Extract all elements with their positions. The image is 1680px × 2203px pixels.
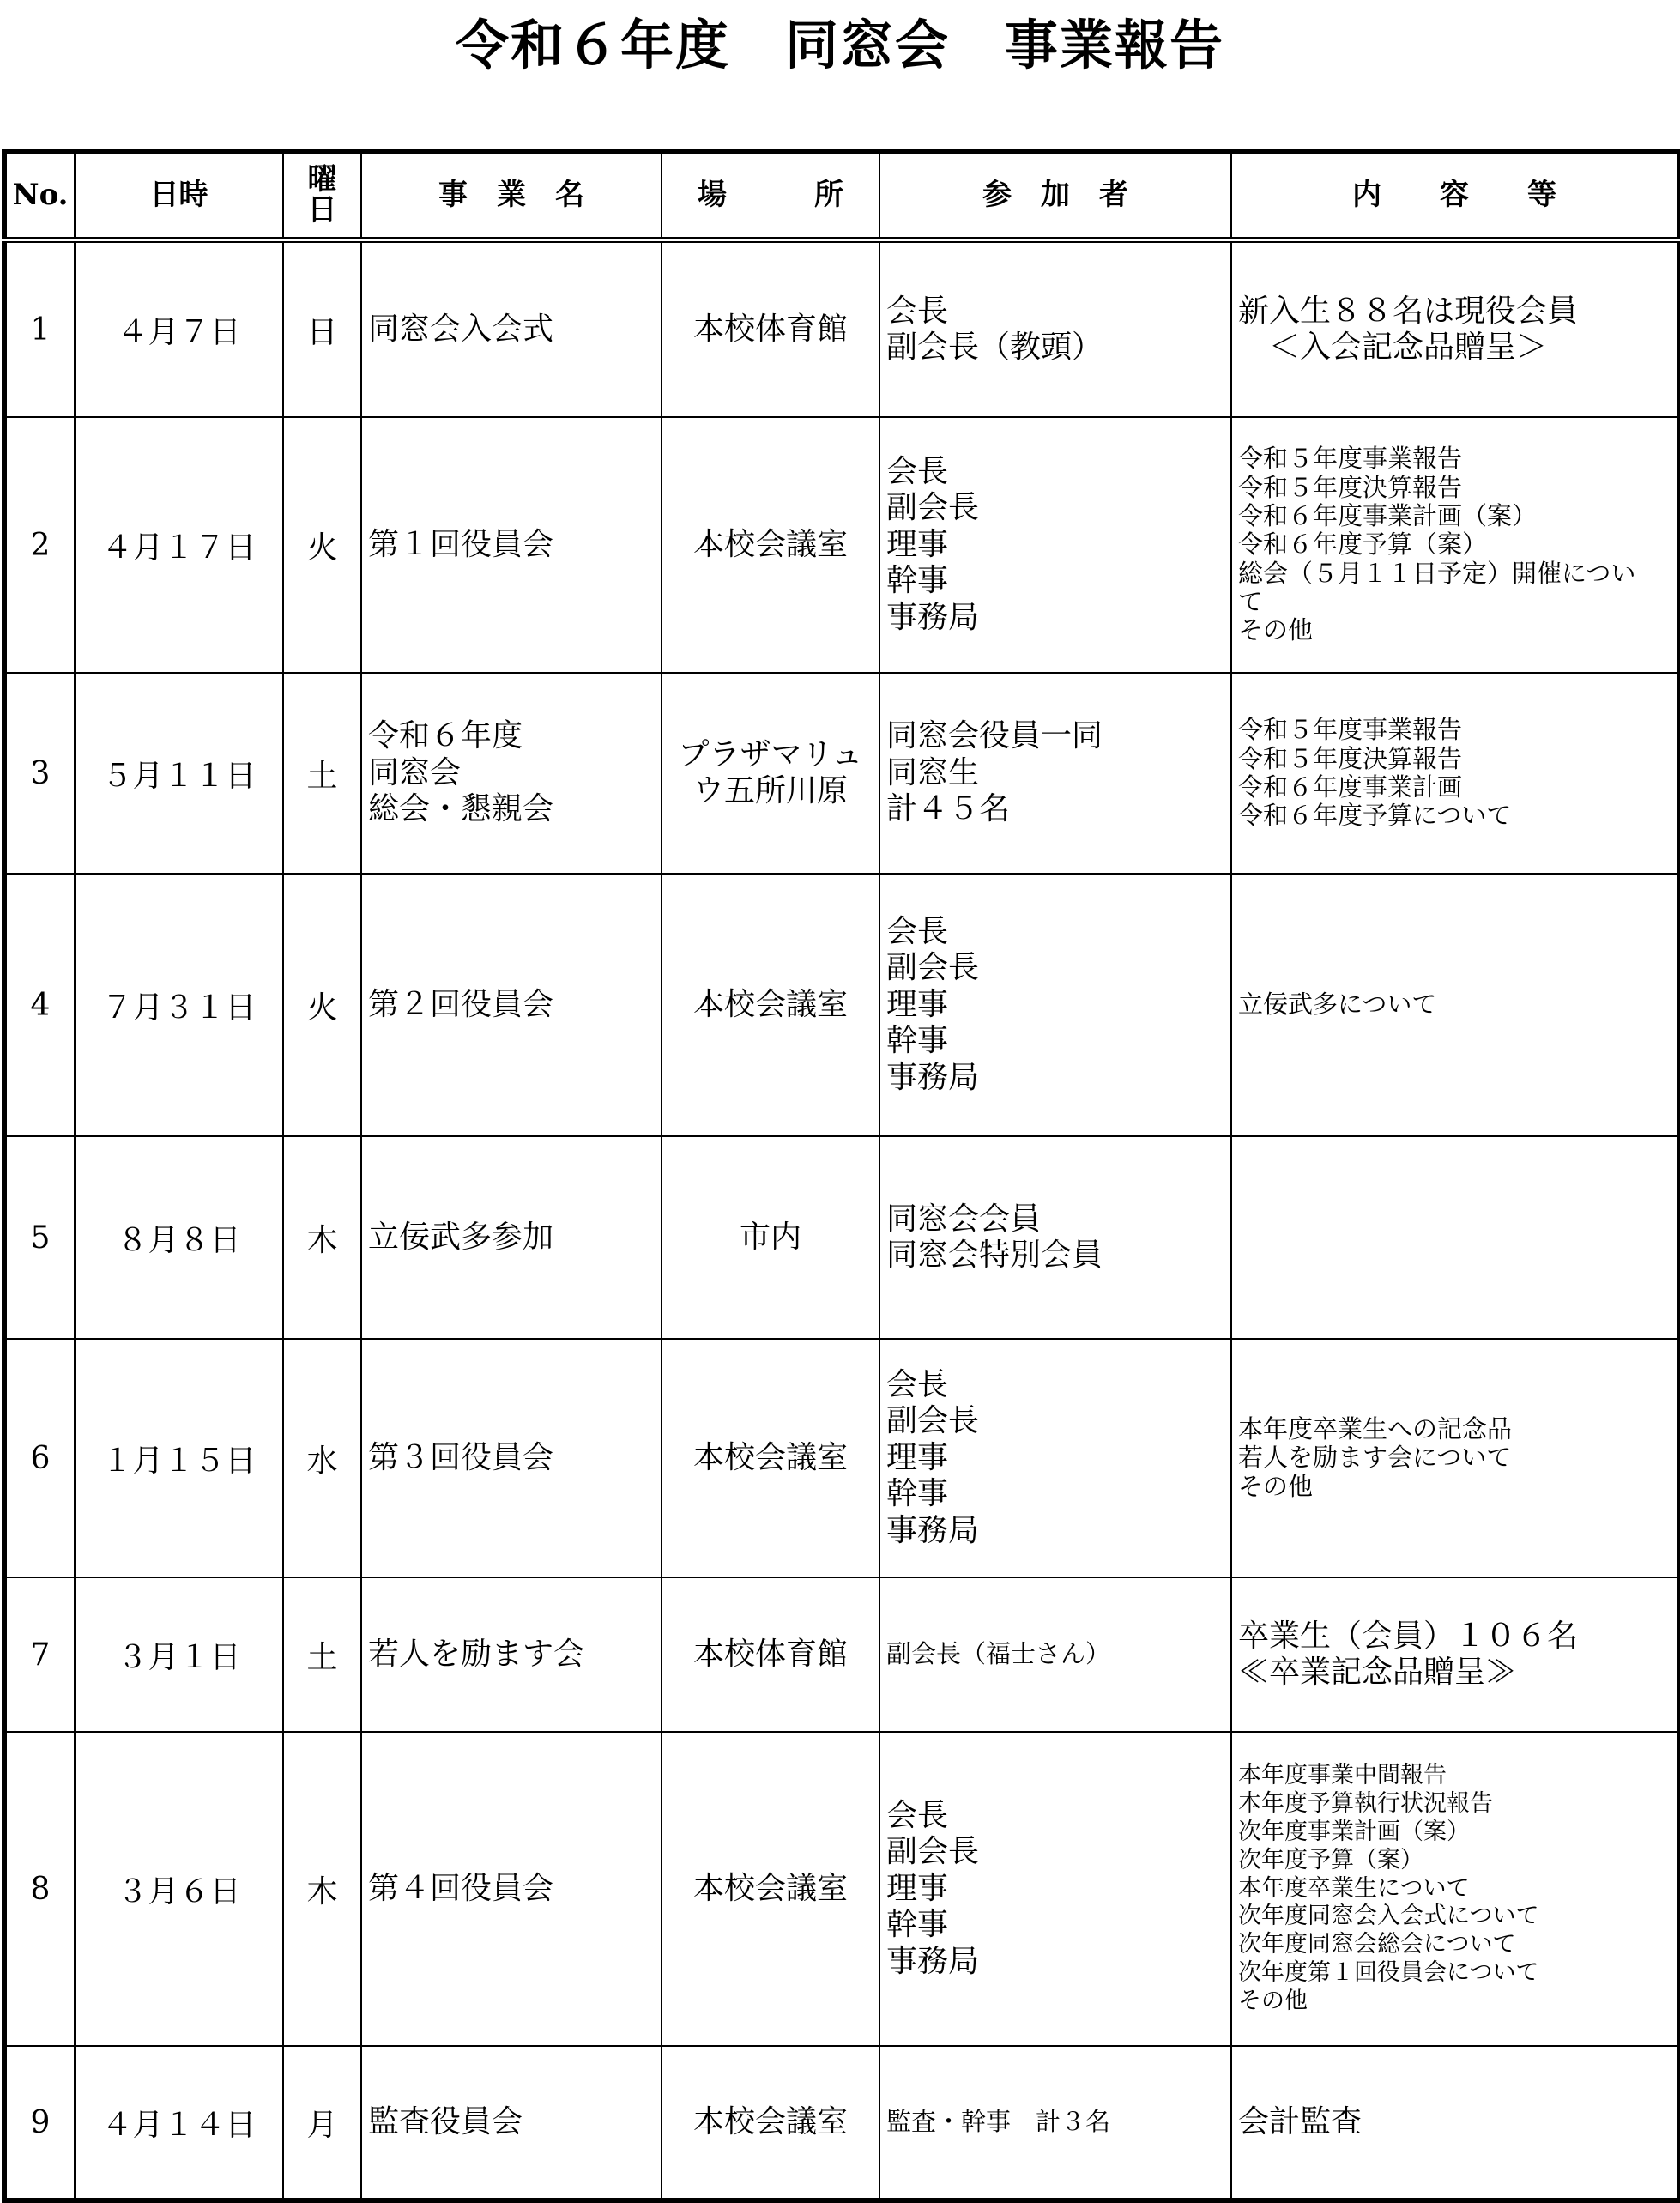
header-content: 内 容 等 (1231, 152, 1679, 240)
cell-place: 本校体育館 (662, 240, 879, 418)
cell-participants: 同窓会会員 同窓会特別会員 (879, 1136, 1231, 1339)
cell-day-of-week: 火 (283, 874, 361, 1136)
cell-day-of-week: 月 (283, 2046, 361, 2200)
header-participants: 参 加 者 (879, 152, 1231, 240)
cell-no: 5 (4, 1136, 75, 1339)
table-row (4, 240, 1679, 418)
cell-content: 立佞武多について (1231, 874, 1679, 1136)
event-report-table (2, 149, 1680, 2203)
cell-participants: 会長 副会長 理事 幹事 事務局 (879, 417, 1231, 673)
header-no: No. (4, 152, 75, 240)
cell-participants: 会長 副会長（教頭） (879, 240, 1231, 418)
cell-no: 1 (4, 240, 75, 418)
cell-event-name: 監査役員会 (361, 2046, 662, 2200)
cell-place: 本校会議室 (662, 1732, 879, 2046)
cell-event-name: 第２回役員会 (361, 874, 662, 1136)
cell-event-name: 令和６年度 同窓会 総会・懇親会 (361, 673, 662, 874)
cell-event-name: 立佞武多参加 (361, 1136, 662, 1339)
cell-date: ３月６日 (75, 1732, 283, 2046)
cell-date: ４月７日 (75, 240, 283, 418)
cell-date: ４月１７日 (75, 417, 283, 673)
cell-date: ４月１４日 (75, 2046, 283, 2200)
cell-participants: 会長 副会長 理事 幹事 事務局 (879, 874, 1231, 1136)
cell-day-of-week: 日 (283, 240, 361, 418)
cell-no: 9 (4, 2046, 75, 2200)
cell-no: 6 (4, 1339, 75, 1577)
cell-content: 令和５年度事業報告 令和５年度決算報告 令和６年度事業計画 令和６年度予算について (1231, 673, 1679, 874)
cell-place: 本校会議室 (662, 417, 879, 673)
table-row (4, 1577, 1679, 1732)
document-title: 令和６年度 同窓会 事業報告 (455, 14, 1224, 76)
cell-date: ５月１１日 (75, 673, 283, 874)
cell-content: 本年度卒業生への記念品 若人を励ます会について その他 (1231, 1339, 1679, 1577)
cell-content (1231, 1136, 1679, 1339)
cell-no: 4 (4, 874, 75, 1136)
cell-content: 卒業生（会員）１０６名 ≪卒業記念品贈呈≫ (1231, 1577, 1679, 1732)
cell-date: ７月３１日 (75, 874, 283, 1136)
cell-participants: 監査・幹事 計３名 (879, 2046, 1231, 2200)
table-row (4, 673, 1679, 874)
table-row (4, 2046, 1679, 2200)
header-event-name: 事 業 名 (361, 152, 662, 240)
cell-no: 2 (4, 417, 75, 673)
cell-place: 本校会議室 (662, 1339, 879, 1577)
cell-no: 7 (4, 1577, 75, 1732)
table-row (4, 1136, 1679, 1339)
cell-event-name: 第３回役員会 (361, 1339, 662, 1577)
cell-place: 本校会議室 (662, 2046, 879, 2200)
table-header-row (4, 152, 1679, 240)
header-date: 日時 (75, 152, 283, 240)
cell-day-of-week: 木 (283, 1732, 361, 2046)
cell-participants: 会長 副会長 理事 幹事 事務局 (879, 1732, 1231, 2046)
cell-participants: 同窓会役員一同 同窓生 計４５名 (879, 673, 1231, 874)
cell-place: 市内 (662, 1136, 879, 1339)
cell-content: 新入生８８名は現役会員 ＜入会記念品贈呈＞ (1231, 240, 1679, 418)
cell-participants: 会長 副会長 理事 幹事 事務局 (879, 1339, 1231, 1577)
cell-content: 会計監査 (1231, 2046, 1679, 2200)
header-day-of-week: 曜 日 (283, 152, 361, 240)
cell-event-name: 若人を励ます会 (361, 1577, 662, 1732)
cell-day-of-week: 土 (283, 1577, 361, 1732)
cell-place: 本校会議室 (662, 874, 879, 1136)
cell-place: 本校体育館 (662, 1577, 879, 1732)
cell-date: ８月８日 (75, 1136, 283, 1339)
cell-participants: 副会長（福士さん） (879, 1577, 1231, 1732)
table-row (4, 1732, 1679, 2046)
cell-day-of-week: 土 (283, 673, 361, 874)
header-place: 場 所 (662, 152, 879, 240)
table-row (4, 874, 1679, 1136)
cell-event-name: 第１回役員会 (361, 417, 662, 673)
cell-date: １月１５日 (75, 1339, 283, 1577)
cell-day-of-week: 水 (283, 1339, 361, 1577)
cell-day-of-week: 木 (283, 1136, 361, 1339)
cell-place: プラザマリュ ウ五所川原 (662, 673, 879, 874)
cell-content: 令和５年度事業報告 令和５年度決算報告 令和６年度事業計画（案） 令和６年度予算（案） 総会（５月１１日予定）開催につい て その他 (1231, 417, 1679, 673)
cell-event-name: 第４回役員会 (361, 1732, 662, 2046)
cell-day-of-week: 火 (283, 417, 361, 673)
cell-no: 3 (4, 673, 75, 874)
cell-date: ３月１日 (75, 1577, 283, 1732)
cell-no: 8 (4, 1732, 75, 2046)
table-row (4, 1339, 1679, 1577)
table-row (4, 417, 1679, 673)
cell-content: 本年度事業中間報告 本年度予算執行状況報告 次年度事業計画（案） 次年度予算（案） 本年度卒業生について 次年度同窓会入会式について 次年度同窓会総会について 次年度第１回役員会について その他 (1231, 1732, 1679, 2046)
cell-event-name: 同窓会入会式 (361, 240, 662, 418)
